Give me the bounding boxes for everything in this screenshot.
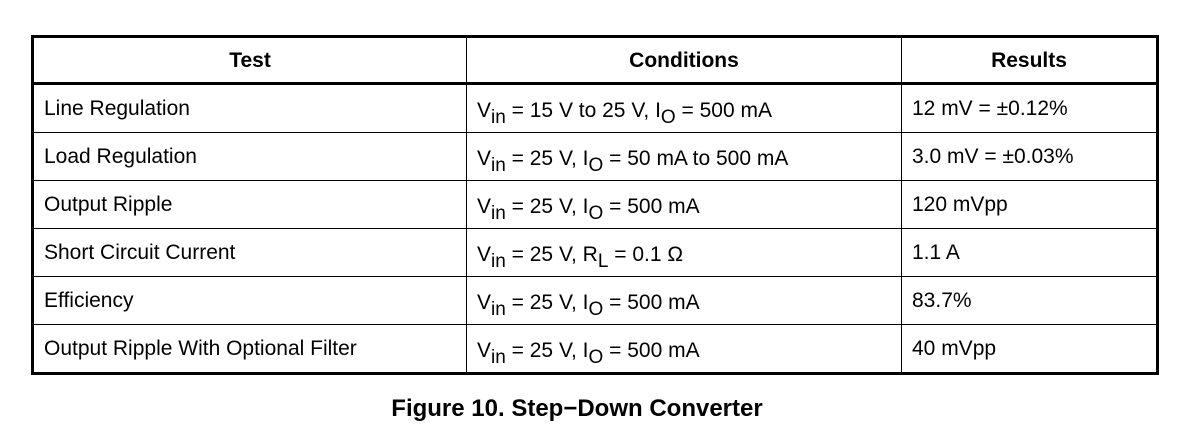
cell-result: 83.7%: [902, 277, 1158, 325]
condition-subscript: in: [491, 107, 506, 128]
condition-text: = 50 mA to 500 mA: [603, 147, 789, 170]
condition-subscript: O: [660, 107, 676, 128]
condition-subscript: in: [491, 299, 506, 320]
header-row: [33, 37, 1158, 84]
cell-conditions: [467, 277, 902, 325]
table-body: [33, 84, 1158, 374]
condition-text: = 500 mA: [603, 291, 700, 314]
cell-conditions: [467, 181, 902, 229]
table-row: [33, 84, 1158, 133]
condition-text: = 500 mA: [603, 195, 700, 218]
header-results: Results: [902, 37, 1158, 84]
spec-table: [31, 35, 1159, 375]
condition-text: V: [477, 195, 492, 218]
table-header: [33, 37, 1158, 84]
table-row: [33, 133, 1158, 181]
table-row: [33, 325, 1158, 374]
condition-text: V: [477, 339, 492, 362]
condition-subscript: L: [597, 251, 609, 272]
condition-text: = 25 V, I: [505, 291, 589, 314]
condition-text: V: [477, 243, 492, 266]
condition-subscript: in: [491, 251, 506, 272]
condition-subscript: in: [491, 203, 506, 224]
condition-text: = 500 mA: [603, 339, 700, 362]
cell-conditions: [467, 229, 902, 277]
cell-test: Output Ripple: [33, 181, 467, 229]
cell-test: Line Regulation: [33, 84, 467, 133]
cell-test: Load Regulation: [33, 133, 467, 181]
condition-subscript: O: [588, 155, 604, 176]
condition-text: V: [477, 291, 492, 314]
cell-result: 120 mVpp: [902, 181, 1158, 229]
condition-subscript: in: [491, 155, 506, 176]
condition-text: V: [477, 147, 492, 170]
cell-result: 1.1 A: [902, 229, 1158, 277]
condition-text: = 0.1 Ω: [608, 243, 684, 266]
condition-text: = 25 V, I: [505, 147, 589, 170]
condition-subscript: in: [491, 347, 506, 368]
condition-text: = 500 mA: [675, 99, 772, 122]
table-row: [33, 181, 1158, 229]
condition-text: = 25 V, I: [505, 339, 589, 362]
condition-subscript: O: [588, 203, 604, 224]
cell-test: Short Circuit Current: [33, 229, 467, 277]
cell-result: 12 mV = ±0.12%: [902, 84, 1158, 133]
condition-text: V: [477, 99, 492, 122]
cell-conditions: [467, 84, 902, 133]
cell-result: 3.0 mV = ±0.03%: [902, 133, 1158, 181]
cell-result: 40 mVpp: [902, 325, 1158, 374]
cell-test: Output Ripple With Optional Filter: [33, 325, 467, 374]
table-row: [33, 229, 1158, 277]
cell-conditions: [467, 133, 902, 181]
condition-subscript: O: [588, 299, 604, 320]
condition-text: = 25 V, R: [505, 243, 598, 266]
cell-conditions: [467, 325, 902, 374]
header-test: Test: [33, 37, 467, 84]
table-row: [33, 277, 1158, 325]
condition-text: = 25 V, I: [505, 195, 589, 218]
cell-test: Efficiency: [33, 277, 467, 325]
figure-caption: Figure 10. Step−Down Converter: [391, 395, 763, 422]
condition-text: = 15 V to 25 V, I: [505, 99, 661, 122]
condition-subscript: O: [588, 347, 604, 368]
header-conditions: Conditions: [467, 37, 902, 84]
